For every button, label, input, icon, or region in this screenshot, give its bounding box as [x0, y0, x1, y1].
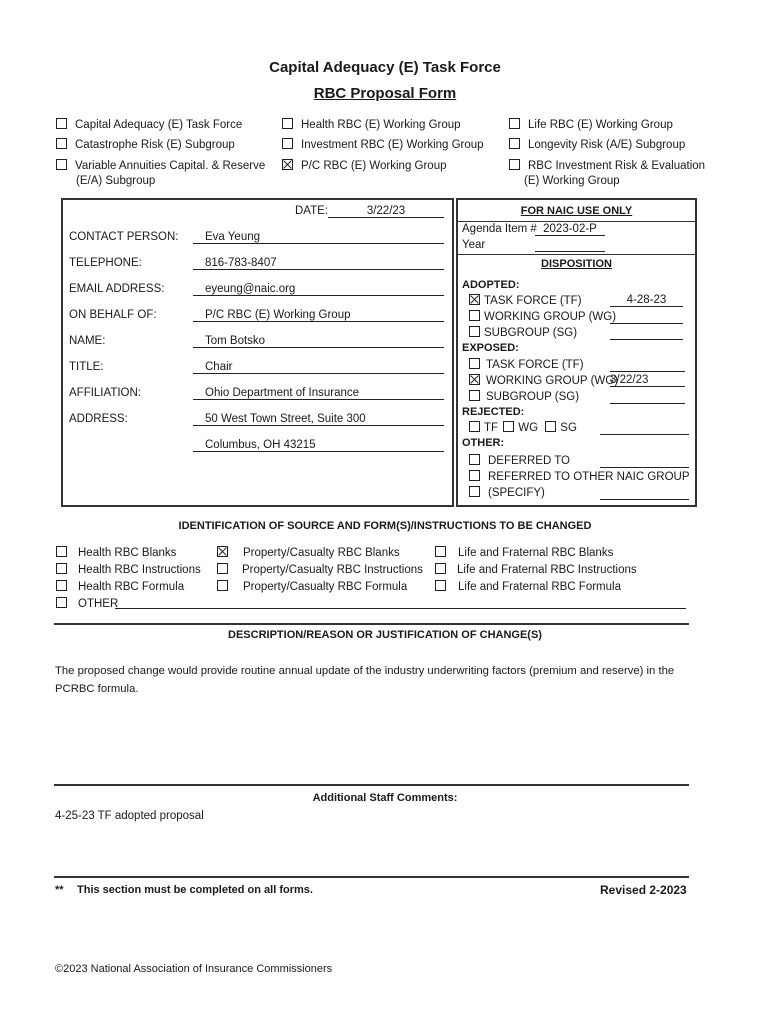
id-label: Life and Fraternal RBC Blanks — [458, 547, 614, 559]
description-title: DESCRIPTION/REASON OR JUSTIFICATION OF CHANGE(S) — [228, 629, 542, 641]
telephone-label: TELEPHONE: — [69, 257, 142, 269]
exposed-wg-date[interactable] — [610, 374, 685, 387]
section-divider — [54, 623, 689, 625]
other-deferred[interactable] — [469, 454, 570, 467]
name-label: NAME: — [69, 335, 106, 347]
id-label: Health RBC Instructions — [78, 564, 201, 576]
checkbox[interactable] — [469, 421, 480, 432]
other-label: OTHER: — [462, 437, 505, 449]
address-line2-field[interactable] — [193, 439, 444, 452]
checkbox-checked[interactable] — [282, 159, 293, 170]
contact-person-label: CONTACT PERSON: — [69, 231, 179, 243]
year-label: Year — [462, 239, 486, 251]
on-behalf-label: ON BEHALF OF: — [69, 309, 157, 321]
title-label: TITLE: — [69, 361, 104, 373]
agenda-item-field[interactable] — [535, 223, 605, 236]
checkbox[interactable] — [435, 546, 446, 557]
date-value: 3/22/23 — [366, 205, 406, 217]
email-label: EMAIL ADDRESS: — [69, 283, 165, 295]
on-behalf-value: P/C RBC (E) Working Group — [205, 309, 351, 321]
checkbox[interactable] — [469, 486, 480, 497]
identification-title: IDENTIFICATION OF SOURCE AND FORM(S)/INSTRUCTIONS TO BE CHANGED — [178, 520, 592, 532]
id-label: Life and Fraternal RBC Instructions — [457, 564, 637, 576]
adopted-tf-date-value: 4-28-23 — [626, 294, 667, 306]
id-health-instructions[interactable] — [56, 563, 201, 576]
id-other-label: OTHER — [78, 598, 119, 610]
checkbox[interactable] — [56, 118, 67, 129]
checkbox[interactable] — [435, 580, 446, 591]
checkbox[interactable] — [545, 421, 556, 432]
footer-note: This section must be completed on all forms. — [77, 884, 313, 896]
exposed-wg-label: WORKING GROUP (WG) — [486, 375, 619, 387]
contact-person-field[interactable] — [193, 231, 444, 244]
group-pc-rbc[interactable] — [282, 159, 447, 172]
checkbox[interactable] — [56, 580, 67, 591]
rejected-label: REJECTED: — [462, 406, 525, 418]
id-pc-blanks[interactable] — [217, 546, 400, 559]
exposed-sg[interactable] — [469, 390, 579, 403]
id-pc-instructions[interactable] — [217, 563, 423, 576]
id-life-formula[interactable] — [435, 580, 621, 593]
agenda-item-label: Agenda Item # — [462, 223, 537, 235]
adopted-wg[interactable] — [469, 310, 616, 323]
group-label: Investment RBC (E) Working Group — [301, 139, 484, 151]
id-label: Property/Casualty RBC Formula — [243, 581, 408, 593]
year-field[interactable] — [535, 239, 605, 252]
staff-comment: 4-25-23 TF adopted proposal — [55, 810, 204, 822]
referred-label: REFERRED TO OTHER NAIC GROUP — [488, 471, 690, 483]
checkbox[interactable] — [469, 470, 480, 481]
group-catastrophe[interactable] — [56, 138, 235, 151]
name-field[interactable] — [193, 335, 444, 348]
checkbox-checked[interactable] — [469, 294, 480, 305]
id-life-instructions[interactable] — [435, 563, 637, 576]
checkbox[interactable] — [217, 563, 228, 574]
description-line2: PCRBC formula. — [55, 683, 139, 695]
address-line2-value: Columbus, OH 43215 — [205, 439, 316, 451]
group-label-line2: (E) Working Group — [524, 175, 620, 187]
adopted-sg-label: SUBGROUP (SG) — [484, 327, 578, 339]
exposed-wg[interactable] — [469, 374, 618, 387]
group-longevity[interactable] — [509, 138, 685, 151]
rejected-wg-label: WG — [518, 422, 539, 434]
exposed-sg-date[interactable] — [610, 390, 685, 404]
checkbox[interactable] — [56, 546, 67, 557]
naic-divider — [457, 221, 696, 222]
contact-box — [61, 198, 454, 507]
other-referred[interactable] — [469, 470, 690, 483]
form-subtitle: RBC Proposal Form — [313, 85, 457, 102]
id-label: Health RBC Formula — [78, 581, 185, 593]
group-variable-annuities[interactable] — [56, 159, 265, 187]
id-other-field[interactable] — [115, 597, 686, 609]
group-label: Life RBC (E) Working Group — [528, 119, 673, 131]
description-line1: The proposed change would provide routine annual update of the industry underwriting factors (premium and reserve) in the — [55, 665, 675, 677]
date-field[interactable] — [328, 205, 444, 218]
rejected-options[interactable] — [469, 421, 577, 434]
staff-comments-title: Additional Staff Comments: — [312, 792, 458, 804]
adopted-label: ADOPTED: — [462, 279, 520, 291]
checkbox[interactable] — [503, 421, 514, 432]
section-divider — [54, 876, 689, 878]
checkbox[interactable] — [282, 118, 293, 129]
name-value: Tom Botsko — [205, 335, 266, 347]
checkbox-checked[interactable] — [469, 374, 480, 385]
disposition-header: DISPOSITION — [541, 258, 612, 270]
group-label: Capital Adequacy (E) Task Force — [75, 119, 243, 131]
id-health-blanks[interactable] — [56, 546, 176, 559]
checkbox[interactable] — [469, 358, 480, 369]
group-life-rbc[interactable] — [509, 118, 673, 131]
revised-label: Revised 2-2023 — [600, 883, 687, 897]
checkbox[interactable] — [217, 580, 228, 591]
id-label: Health RBC Blanks — [78, 547, 177, 559]
address-field[interactable] — [193, 413, 444, 426]
group-label: RBC Investment Risk & Evaluation — [528, 160, 706, 172]
checkbox[interactable] — [56, 159, 67, 170]
checkbox[interactable] — [56, 138, 67, 149]
id-pc-formula[interactable] — [217, 580, 407, 593]
contact-person-value: Eva Yeung — [205, 231, 261, 243]
rejected-sg-label: SG — [560, 422, 577, 434]
id-label: Property/Casualty RBC Blanks — [243, 547, 400, 559]
group-rbc-investment-risk[interactable] — [509, 159, 705, 187]
affiliation-field[interactable] — [193, 387, 444, 400]
checkbox[interactable] — [56, 597, 67, 608]
adopted-sg-date[interactable] — [610, 326, 683, 340]
exposed-tf-label: TASK FORCE (TF) — [486, 359, 584, 371]
email-value: eyeung@naic.org — [205, 283, 296, 295]
title-field[interactable] — [193, 361, 444, 374]
checkbox[interactable] — [509, 118, 520, 129]
adopted-tf[interactable] — [469, 294, 582, 307]
group-health-rbc[interactable] — [282, 118, 461, 131]
group-label: Variable Annuities Capital. & Reserve — [75, 160, 266, 172]
copyright: ©2023 National Association of Insurance Commissioners — [55, 963, 333, 975]
on-behalf-field[interactable] — [193, 309, 444, 322]
adopted-sg[interactable] — [469, 326, 577, 339]
id-life-blanks[interactable] — [435, 546, 613, 559]
exposed-sg-label: SUBGROUP (SG) — [486, 391, 580, 403]
footer-note-marker: ** — [55, 884, 64, 896]
checkbox[interactable] — [469, 326, 480, 337]
date-label: DATE: — [295, 205, 329, 217]
adopted-wg-label: WORKING GROUP (WG) — [484, 311, 617, 323]
agenda-item-value: 2023-02-P — [543, 223, 597, 235]
adopted-wg-date[interactable] — [610, 310, 683, 324]
exposed-label: EXPOSED: — [462, 342, 519, 354]
address-value: 50 West Town Street, Suite 300 — [205, 413, 366, 425]
id-label: Property/Casualty RBC Instructions — [242, 564, 423, 576]
affiliation-label: AFFILIATION: — [69, 387, 141, 399]
naic-header: FOR NAIC USE ONLY — [520, 205, 633, 217]
exposed-tf[interactable] — [469, 358, 584, 371]
exposed-wg-date-value: 3/22/23 — [610, 374, 649, 386]
group-capital-adequacy[interactable] — [56, 118, 242, 131]
email-field[interactable] — [193, 283, 444, 296]
group-investment-rbc[interactable] — [282, 138, 484, 151]
group-label: P/C RBC (E) Working Group — [301, 160, 447, 172]
rejected-tf-label: TF — [484, 422, 499, 434]
adopted-tf-label: TASK FORCE (TF) — [484, 295, 582, 307]
telephone-field[interactable] — [193, 257, 444, 270]
checkbox[interactable] — [469, 310, 480, 321]
affiliation-value: Ohio Department of Insurance — [205, 387, 360, 399]
checkbox[interactable] — [509, 138, 520, 149]
group-label: Catastrophe Risk (E) Subgroup — [75, 139, 235, 151]
checkbox[interactable] — [469, 454, 480, 465]
group-label: Health RBC (E) Working Group — [301, 119, 461, 131]
other-specify[interactable] — [469, 486, 545, 499]
checkbox[interactable] — [509, 159, 520, 170]
specify-field[interactable] — [600, 486, 689, 500]
checkbox[interactable] — [435, 563, 446, 574]
deferred-field[interactable] — [600, 454, 689, 468]
telephone-value: 816-783-8407 — [205, 257, 277, 269]
exposed-tf-date[interactable] — [610, 358, 685, 372]
form-title: Capital Adequacy (E) Task Force — [269, 59, 501, 76]
specify-label: (SPECIFY) — [488, 487, 545, 499]
adopted-tf-date[interactable] — [610, 294, 683, 307]
checkbox[interactable] — [282, 138, 293, 149]
id-health-formula[interactable] — [56, 580, 184, 593]
address-label: ADDRESS: — [69, 413, 128, 425]
id-other[interactable] — [56, 597, 118, 610]
checkbox[interactable] — [469, 390, 480, 401]
naic-divider — [457, 254, 696, 255]
rejected-date[interactable] — [600, 421, 689, 435]
group-label-line2: (E/A) Subgroup — [76, 175, 156, 187]
section-divider — [54, 784, 689, 786]
title-value: Chair — [205, 361, 233, 373]
id-label: Life and Fraternal RBC Formula — [458, 581, 621, 593]
deferred-label: DEFERRED TO — [488, 455, 571, 467]
checkbox-checked[interactable] — [217, 546, 228, 557]
group-label: Longevity Risk (A/E) Subgroup — [528, 139, 686, 151]
checkbox[interactable] — [56, 563, 67, 574]
